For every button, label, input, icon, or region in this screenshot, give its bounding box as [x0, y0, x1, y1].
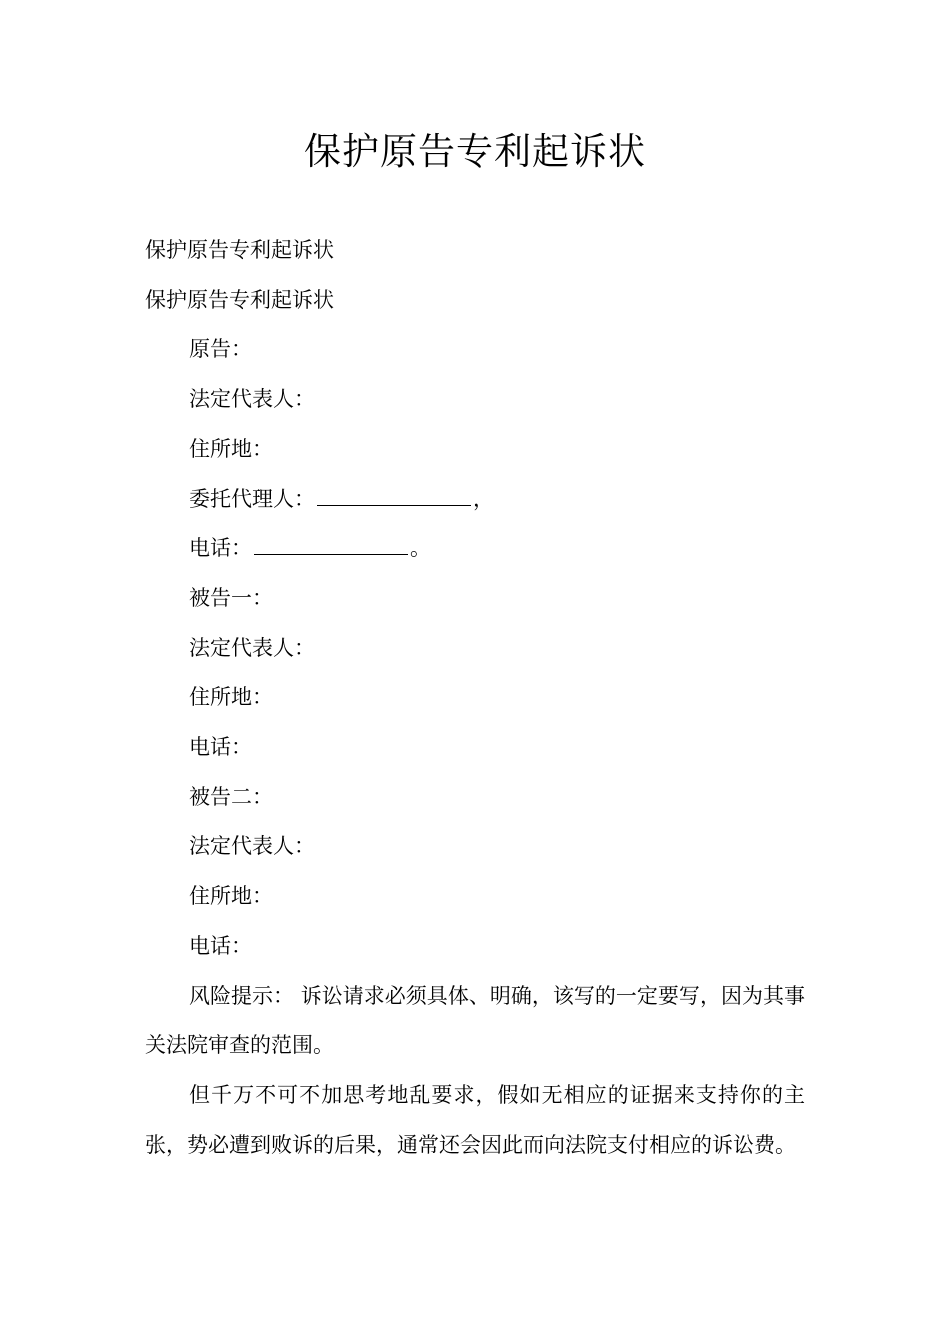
plaintiff-agent-line	[145, 475, 805, 525]
defendant-2-address: 住所地：	[189, 884, 273, 909]
warning-paragraph: 但千万不可不加思考地乱要求，假如无相应的证据来支持你的主张，势必遭到败诉的后果，通常还会因此而向法院支付相应的诉讼费。	[145, 1082, 805, 1157]
document-title: 保护原告专利起诉状	[304, 130, 646, 173]
heading-line: 保护原告专利起诉状	[145, 287, 334, 312]
plaintiff-legal-rep: 法定代表人：	[189, 387, 315, 412]
defendant-1-address: 住所地：	[189, 685, 273, 710]
plaintiff-phone-line	[145, 524, 805, 574]
defendant-1-label: 被告一：	[189, 585, 273, 610]
defendant-1-legal-rep: 法定代表人：	[189, 635, 315, 660]
plaintiff-label: 原告：	[189, 337, 252, 362]
defendant-2-legal-rep: 法定代表人：	[189, 834, 315, 859]
document-body	[145, 226, 805, 1170]
risk-notice-paragraph: 风险提示： 诉讼请求必须具体、明确，该写的一定要写，因为其事关法院审查的范围。	[145, 983, 805, 1058]
plaintiff-address: 住所地：	[189, 436, 273, 461]
agent-label: 委托代理人：	[189, 486, 315, 511]
defendant-2-label: 被告二：	[189, 784, 273, 809]
defendant-1-phone: 电话：	[189, 735, 252, 760]
phone-label: 电话：	[189, 536, 252, 561]
defendant-2-phone: 电话：	[189, 933, 252, 958]
agent-suffix: ，	[473, 486, 494, 511]
phone-blank	[254, 536, 408, 555]
agent-blank	[317, 487, 471, 506]
heading-line: 保护原告专利起诉状	[145, 238, 334, 262]
phone-suffix: 。	[410, 536, 431, 561]
